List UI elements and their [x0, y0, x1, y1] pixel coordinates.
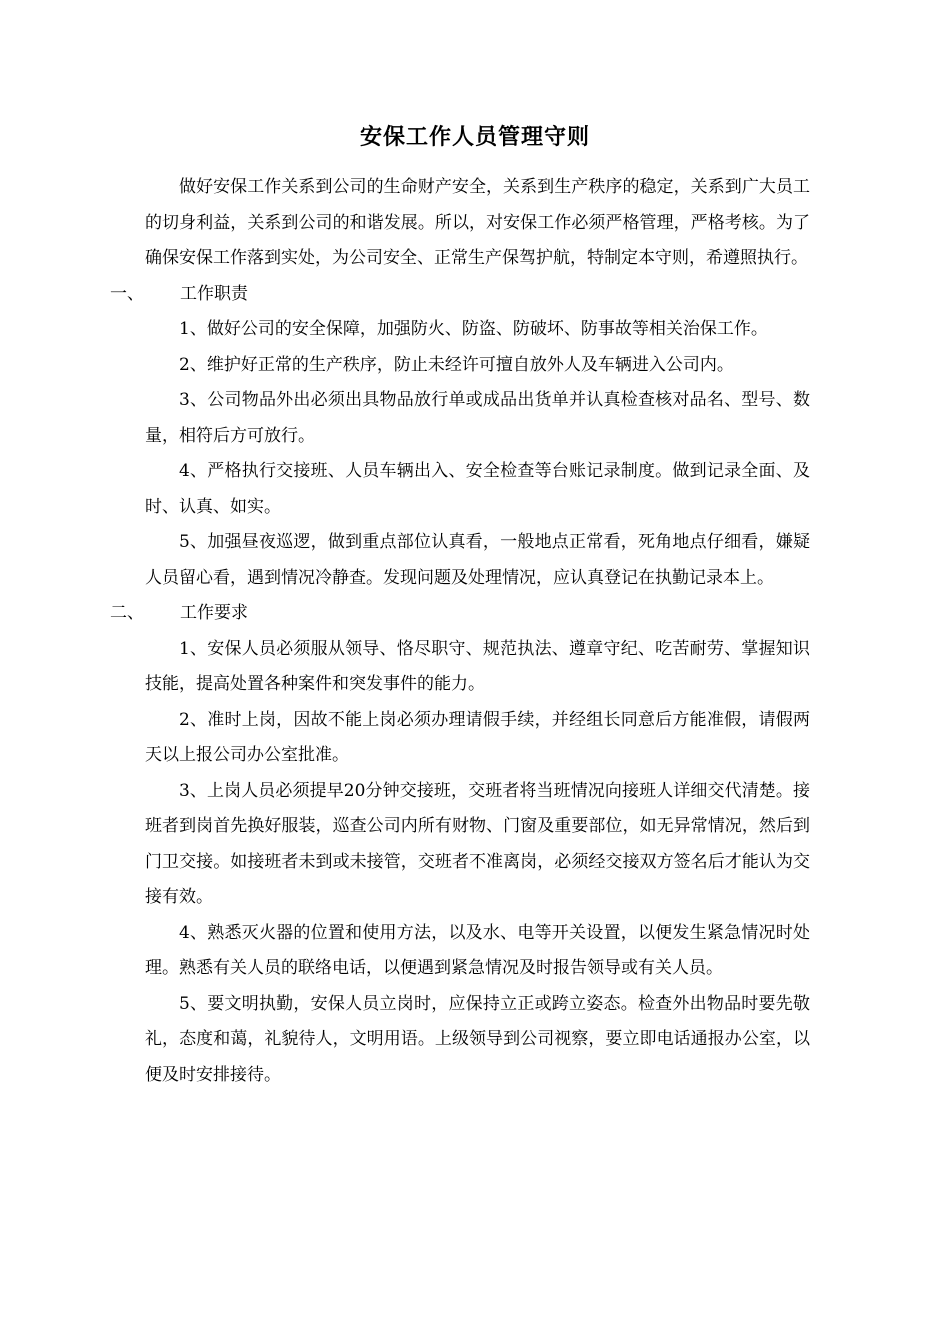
duty-item-3: 3、公司物品外出必须出具物品放行单或成品出货单并认真检查核对品名、型号、数量，相符后方可放行。 — [145, 390, 810, 446]
section-title: 工作职责 — [180, 283, 248, 304]
duty-item-2: 2、维护好正常的生产秩序，防止未经许可擅自放外人及车辆进入公司内。 — [179, 354, 734, 375]
section-heading-requirements — [110, 596, 810, 632]
section-title: 工作要求 — [180, 603, 248, 623]
requirement-item-4: 4、熟悉灭火器的位置和使用方法，以及水、电等开关设置，以便发生紧急情况时处理。熟悉有关人员的联络电话，以便遇到紧急情况及时报告领导或有关人员。 — [145, 922, 810, 978]
duty-item-4: 4、严格执行交接班、人员车辆出入、安全检查等台账记录制度。做到记录全面、及时、认真、如实。 — [145, 461, 810, 517]
duty-item-5: 5、加强昼夜巡逻，做到重点部位认真看，一般地点正常看，死角地点仔细看，嫌疑人员留心看，遇到情况冷静查。发现问题及处理情况，应认真登记在执勤记录本上。 — [145, 532, 810, 588]
section-heading-duties — [110, 277, 810, 313]
document-title: 安保工作人员管理守则 — [359, 124, 590, 150]
requirement-item-2: 2、准时上岗，因故不能上岗必须办理请假手续，并经组长同意后方能准假，请假两天以上报公司办公室批准。 — [145, 709, 810, 765]
requirement-item-3: 3、上岗人员必须提早20分钟交接班，交班者将当班情况向接班人详细交代清楚。接班者到岗首先换好服装，巡查公司内所有财物、门窗及重要部位，如无异常情况，然后到门卫交接。如接班者未到或未接管，交班者不准离岗，必须经交接双方签名后才能认为交接有效。 — [145, 780, 810, 907]
document-body — [110, 170, 810, 1093]
intro-paragraph: 做好安保工作关系到公司的生命财产安全，关系到生产秩序的稳定，关系到广大员工的切身利益，关系到公司的和谐发展。所以，对安保工作必须严格管理，严格考核。为了确保安保工作落到实处，为公司安全、正常生产保驾护航，特制定本守则，希遵照执行。 — [145, 177, 810, 268]
section-number: 二、 — [110, 603, 144, 623]
requirement-item-1: 1、安保人员必须服从领导、恪尽职守、规范执法、遵章守纪、吃苦耐劳、掌握知识技能，提高处置各种案件和突发事件的能力。 — [145, 638, 810, 694]
section-number: 一、 — [110, 283, 144, 304]
duty-item-1: 1、做好公司的安全保障，加强防火、防盗、防破坏、防事故等相关治保工作。 — [179, 319, 768, 339]
requirement-item-5: 5、要文明执勤，安保人员立岗时，应保持立正或跨立姿态。检查外出物品时要先敬礼，态度和蔼，礼貌待人，文明用语。上级领导到公司视察，要立即电话通报办公室，以便及时安排接待。 — [145, 993, 810, 1085]
